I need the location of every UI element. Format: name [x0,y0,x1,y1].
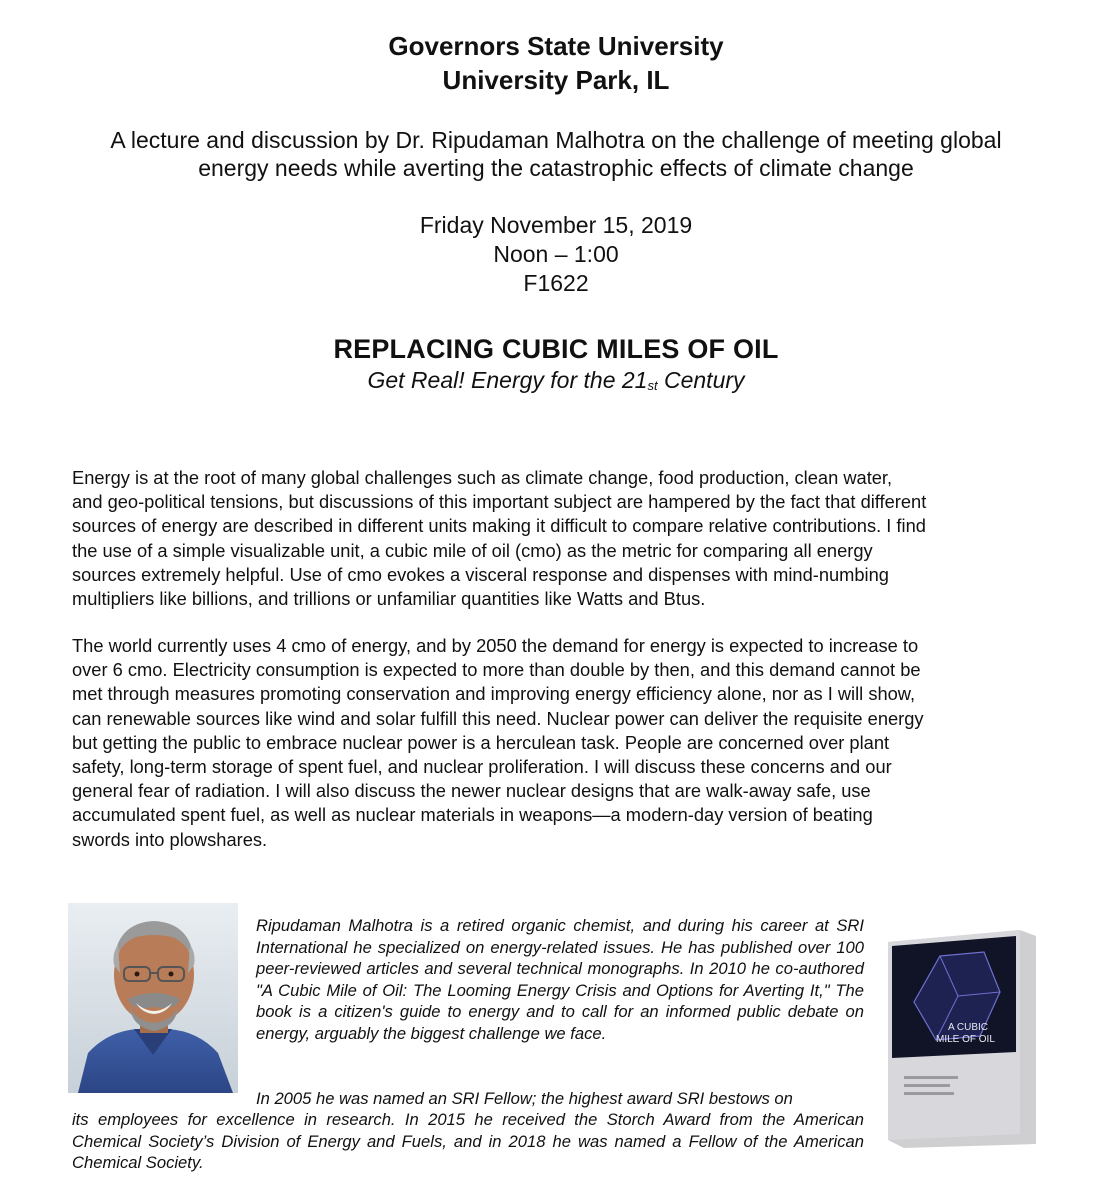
lede-line-2: energy needs while averting the catastrophic effects of climate change [198,155,914,181]
subtitle-end: Century [657,367,745,393]
lede-line-1: A lecture and discussion by Dr. Ripudaman Malhotra on the challenge of meeting global [110,127,1002,153]
body-line: safety, long-term storage of spent fuel, and nuclear proliferation. I will discuss these concerns and our [72,756,892,778]
speaker-bio-paragraph-2-first-line: In 2005 he was named an SRI Fellow; the highest award SRI bestows on [256,1089,793,1108]
talk-subtitle [0,366,1112,400]
event-date: Friday November 15, 2019 [419,212,693,238]
speaker-portrait-icon [68,903,238,1093]
subtitle-main: Get Real! Energy for the 21 [367,367,648,393]
body-line: The world currently uses 4 cmo of energy, and by 2050 the demand for energy is expected to increase to [72,635,919,656]
body-line: sources extremely helpful. Use of cmo evokes a visceral response and dispenses with mind-numbing [72,563,889,585]
speaker-bio-paragraph-2: its employees for excellence in research. In 2015 he received the Storch Award from the American Chemical Society’s Division of Energy and Fuels, and in 2018 he was named a Fellow of the American Chemical Society. [72,1110,864,1173]
body-line: can renewable sources like wind and solar fulfill this need. Nuclear power can deliver the requisite energy [72,707,924,729]
university-name: Governors State University [388,31,724,61]
body-line: accumulated spent fuel, as well as nuclear materials in weapons—a modern-day version of beating [72,804,873,826]
event-room: F1622 [523,270,589,296]
talk-title: REPLACING CUBIC MILES OF OIL [333,334,779,364]
speaker-photo [68,903,238,1093]
university-location: University Park, IL [442,65,670,95]
book-cover-image [880,926,1040,1148]
book-title-line-2: MILE OF OIL [936,1034,995,1045]
body-paragraph-1 [72,466,1052,611]
event-time: Noon – 1:00 [493,241,619,267]
body-line: but getting the public to embrace nuclear power is a herculean task. People are concerned over plant [72,731,890,753]
body-line: over 6 cmo. Electricity consumption is expected to more than double by then, and this demand cannot be [72,659,921,681]
body-line: multipliers like billions, and trillions or unfamiliar quantities like Watts and Btus. [72,588,706,610]
body-line: and geo-political tensions, but discussions of this important subject are hampered by the fact that different [72,491,927,513]
body-line: the use of a simple visualizable unit, a cubic mile of oil (cmo) as the metric for comparing all energy [72,539,873,561]
body-line: met through measures promoting conservation and improving energy efficiency alone, nor as I will show, [72,683,916,705]
body-line: sources of energy are described in different units making it difficult to compare relative contributions. I find [72,515,926,537]
speaker-bio-paragraph-1: Ripudaman Malhotra is a retired organic chemist, and during his career at SRI International he specialized on energy-related issues. He has published over 100 peer-reviewed articles and several technical monographs. In 2010 he co-authored "A Cubic Mile of Oil: The Looming Energy Crisis and Options for Averting It," The book is a citizen's guide to energy and to call for an informed public debate on energy, arguably the biggest challenge we face. [256,916,864,1043]
body-line: general fear of radiation. I will also discuss the newer nuclear designs that are walk-away safe, use [72,780,871,802]
body-line: Energy is at the root of many global challenges such as climate change, food production, clean water, [72,467,893,488]
subtitle-ordinal: st [647,378,658,393]
body-paragraph-2 [72,634,1052,852]
book-title-line-1: A CUBIC [948,1022,989,1033]
body-line: swords into plowshares. [72,828,268,850]
book-cover-icon [880,926,1040,1148]
